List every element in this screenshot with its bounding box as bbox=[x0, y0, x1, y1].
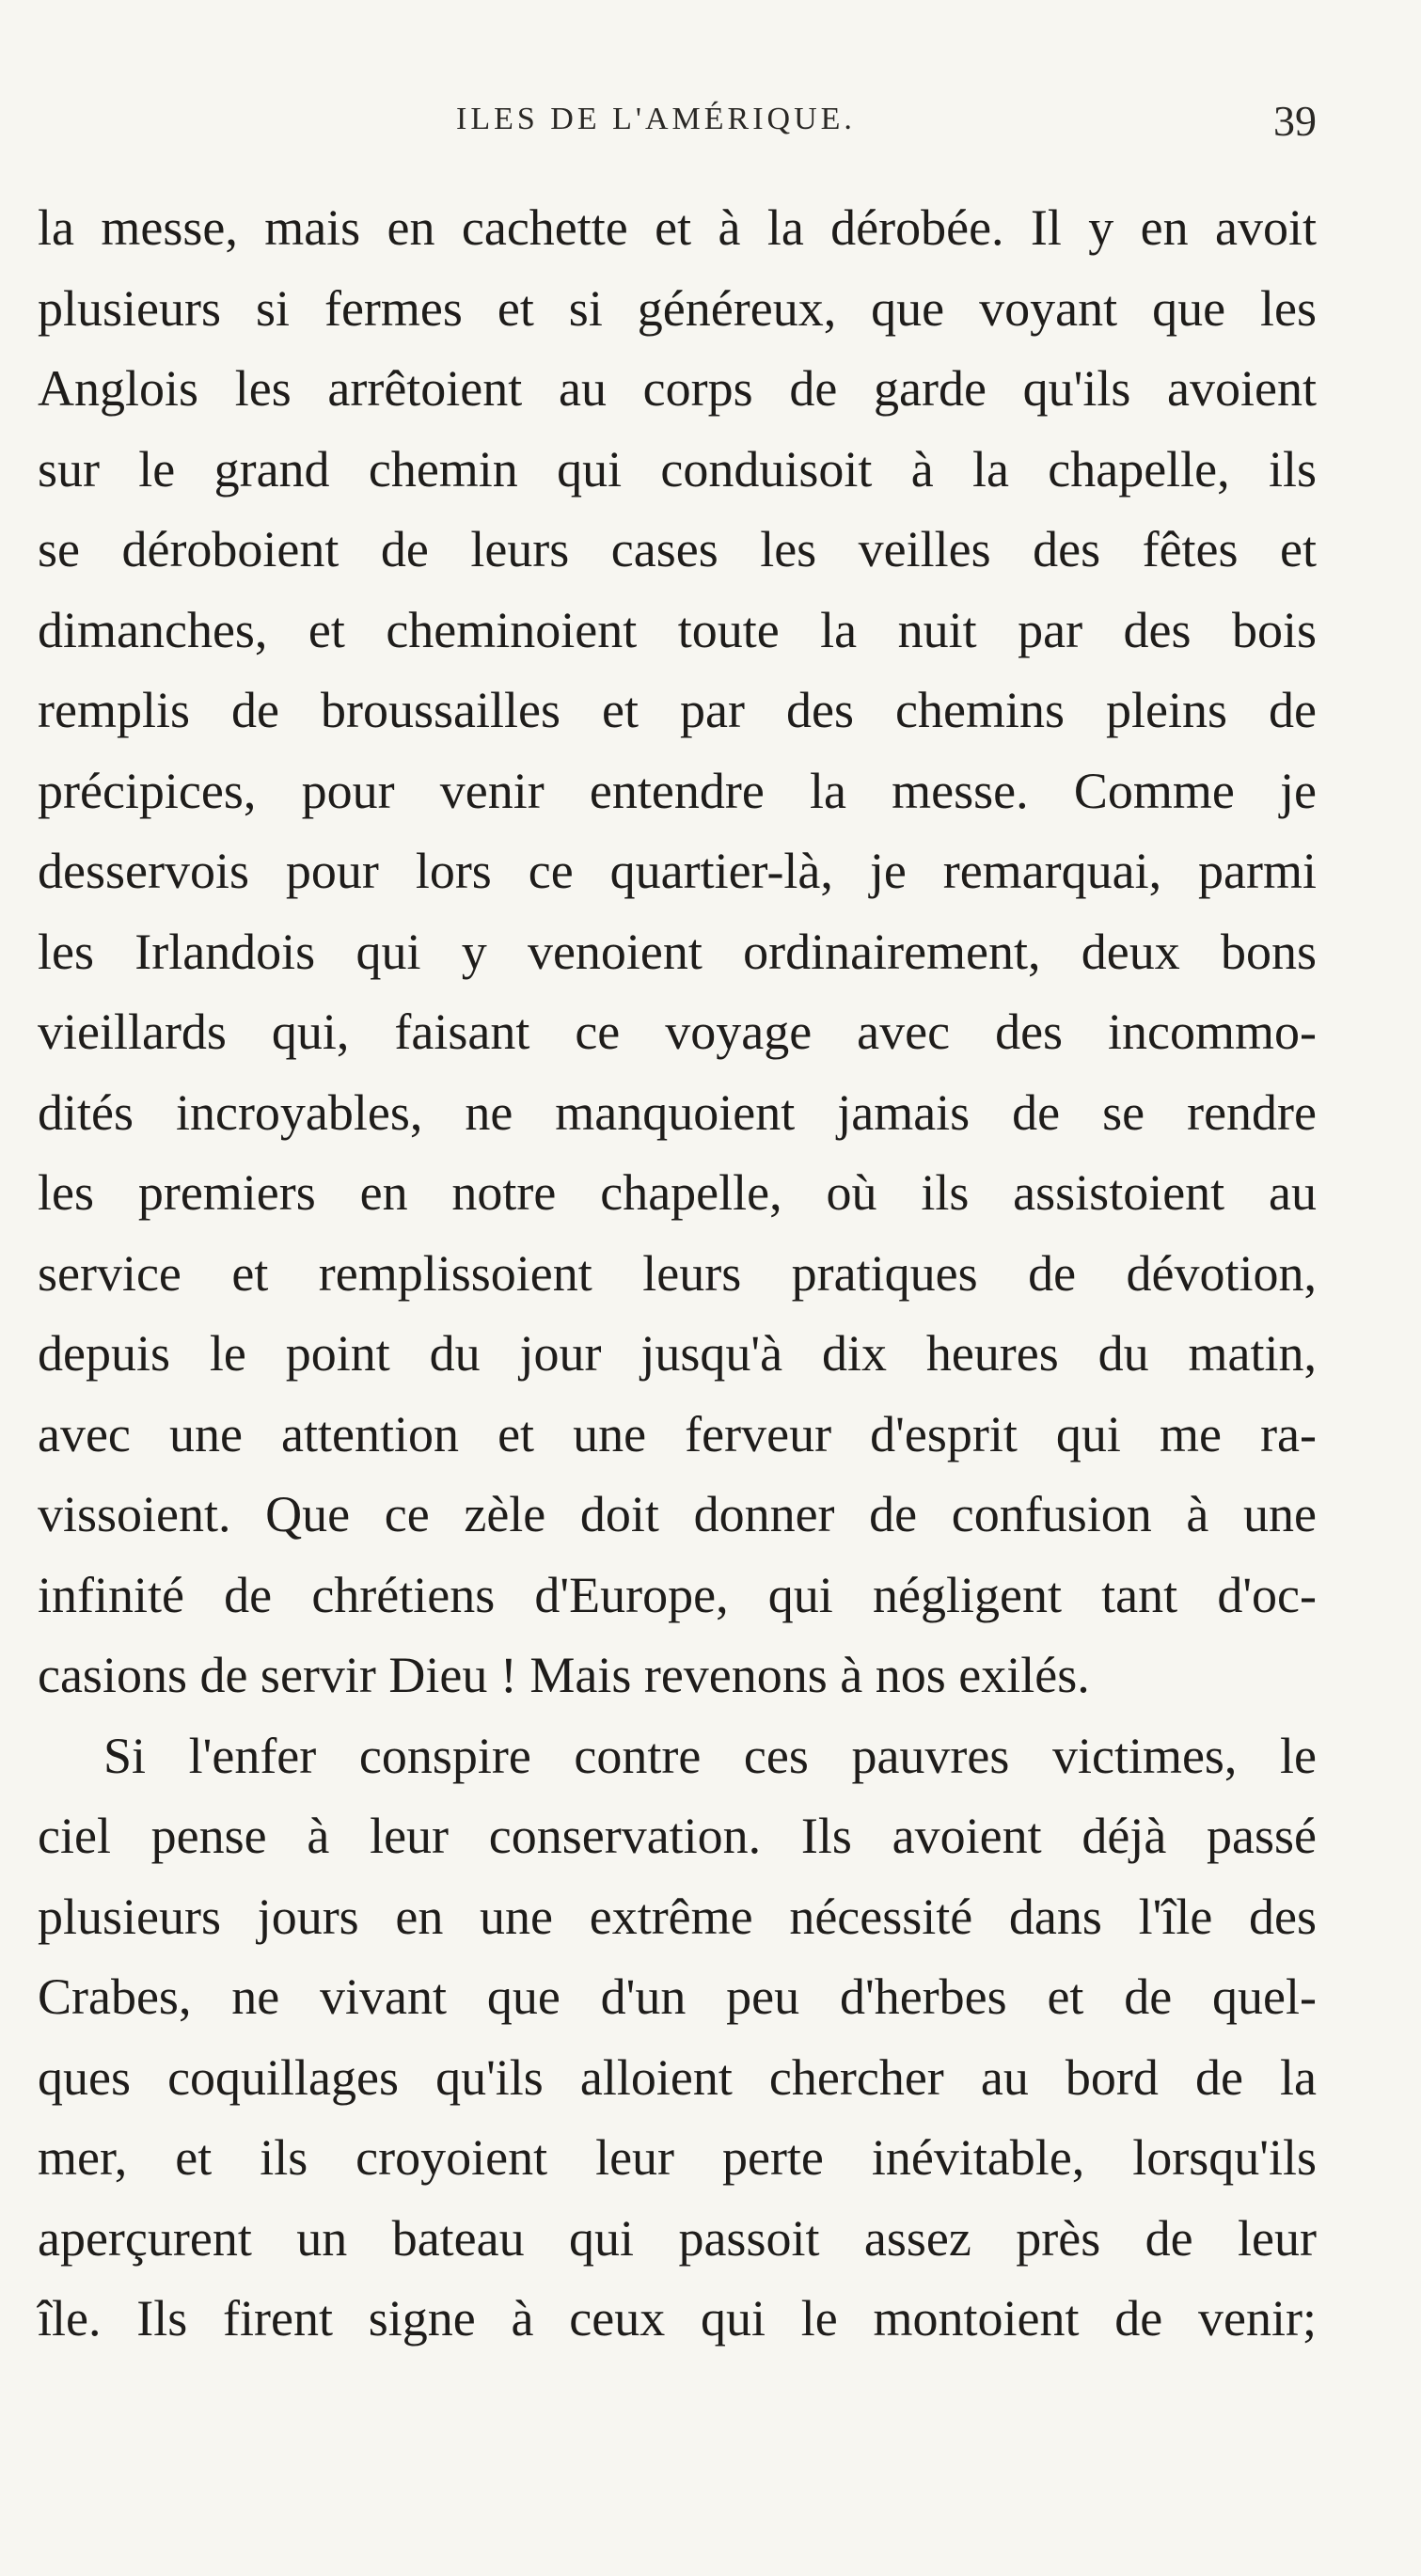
paragraph-start-line: Si l'enfer conspire contre ces pauvres victimes, le bbox=[103, 1727, 1317, 1784]
text-line: précipices, pour venir entendre la messe. Comme je bbox=[38, 762, 1317, 819]
text-line: dités incroyables, ne manquoient jamais de se rendre bbox=[38, 1083, 1317, 1141]
text-line: Anglois les arrêtoient au corps de garde qu'ils avoient bbox=[38, 360, 1317, 417]
running-head bbox=[38, 97, 1354, 158]
text-line: les premiers en notre chapelle, où ils assistoient au bbox=[38, 1164, 1317, 1221]
text-line: vissoient. Que ce zèle doit donner de confusion à une bbox=[38, 1486, 1317, 1542]
text-line: ques coquillages qu'ils alloient chercher au bord de la bbox=[38, 2048, 1317, 2106]
text-line: remplis de broussailles et par des chemins pleins de bbox=[38, 682, 1317, 738]
text-line: service et remplissoient leurs pratiques de dévotion, bbox=[38, 1244, 1317, 1302]
text-line: la messe, mais en cachette et à la dérobée. Il y en avoit bbox=[38, 199, 1317, 256]
text-line: île. Ils firent signe à ceux qui le montoient de venir; bbox=[38, 2290, 1317, 2347]
text-line: aperçurent un bateau qui passoit assez près de leur bbox=[38, 2209, 1317, 2267]
text-line: mer, et ils croyoient leur perte inévitable, lorsqu'ils bbox=[38, 2129, 1317, 2186]
text-line: les Irlandois qui y venoient ordinairement, deux bons bbox=[38, 923, 1317, 980]
text-line: se déroboient de leurs cases les veilles des fêtes et bbox=[38, 521, 1317, 577]
text-line: desservois pour lors ce quartier-là, je remarquai, parmi bbox=[38, 843, 1317, 899]
paragraph-end-line: casions de servir Dieu ! Mais revenons à nos exilés. bbox=[38, 1647, 1090, 1703]
text-line: vieillards qui, faisant ce voyage avec des incommo- bbox=[38, 1004, 1317, 1060]
body-text bbox=[38, 188, 1317, 2360]
text-line: depuis le point du jour jusqu'à dix heures du matin, bbox=[38, 1325, 1317, 1382]
text-line: ciel pense à leur conservation. Ils avoient déjà passé bbox=[38, 1808, 1317, 1864]
text-line: plusieurs si fermes et si généreux, que voyant que les bbox=[38, 279, 1317, 337]
text-line: dimanches, et cheminoient toute la nuit par des bois bbox=[38, 601, 1317, 658]
text-line: plusieurs jours en une extrême nécessité dans l'île des bbox=[38, 1888, 1317, 1945]
page-number: 39 bbox=[1273, 97, 1317, 145]
running-title: ILES DE L'AMÉRIQUE. bbox=[456, 102, 856, 136]
text-line: sur le grand chemin qui conduisoit à la chapelle, ils bbox=[38, 440, 1317, 498]
text-line: infinité de chrétiens d'Europe, qui négligent tant d'oc- bbox=[38, 1566, 1317, 1623]
text-line: Crabes, ne vivant que d'un peu d'herbes et de quel- bbox=[38, 1968, 1317, 2025]
text-line: avec une attention et une ferveur d'esprit qui me ra- bbox=[38, 1405, 1317, 1462]
